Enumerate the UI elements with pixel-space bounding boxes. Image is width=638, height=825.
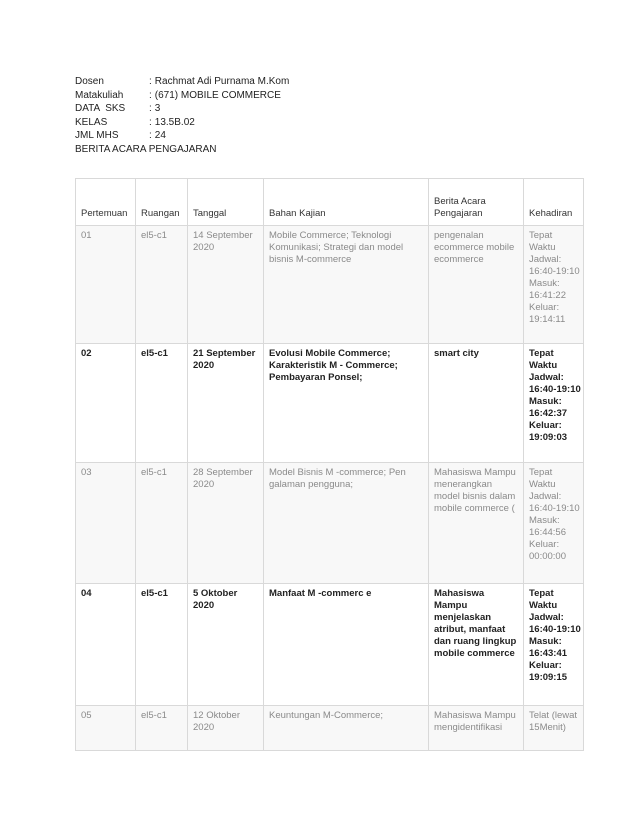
cell-pertemuan: 03 bbox=[76, 463, 136, 584]
kelas-row bbox=[75, 116, 575, 130]
cell-pertemuan: 01 bbox=[76, 226, 136, 344]
table-row bbox=[76, 226, 584, 344]
jml-mhs-label: JML MHS bbox=[75, 130, 119, 142]
jml-mhs-colon: : bbox=[149, 130, 152, 142]
dosen-label: Dosen bbox=[75, 76, 104, 87]
cell-berita-acara: Mahasiswa Mampu mengidentifikasi bbox=[429, 706, 524, 751]
cell-ruangan: el5-c1 bbox=[136, 584, 188, 706]
cell-kehadiran: Tepat Waktu Jadwal: 16:40-19:10 Masuk: 16:44:56 Keluar: 00:00:00 bbox=[524, 463, 584, 584]
kelas-value: 13.5B.02 bbox=[154, 116, 195, 128]
cell-pertemuan: 02 bbox=[76, 344, 136, 463]
sks-colon: : bbox=[149, 103, 152, 115]
table-header-row bbox=[76, 179, 584, 226]
cell-tanggal: 21 September 2020 bbox=[188, 344, 264, 463]
cell-ruangan: el5-c1 bbox=[136, 344, 188, 463]
cell-kehadiran: Tepat Waktu Jadwal: 16:40-19:10 Masuk: 16:43:41 Keluar: 19:09:15 bbox=[524, 584, 584, 706]
cell-ruangan: el5-c1 bbox=[136, 463, 188, 584]
matakuliah-colon: : bbox=[149, 89, 152, 101]
jml-mhs-row bbox=[75, 129, 575, 143]
matakuliah-row bbox=[75, 89, 575, 103]
table-row bbox=[76, 344, 584, 463]
cell-pertemuan: 04 bbox=[76, 584, 136, 706]
cell-kehadiran: Tepat Waktu Jadwal: 16:40-19:10 Masuk: 16:42:37 Keluar: 19:09:03 bbox=[524, 344, 584, 463]
cell-ruangan: el5-c1 bbox=[136, 706, 188, 751]
sks-label: DATA SKS bbox=[75, 103, 126, 115]
berita-acara-table bbox=[75, 178, 584, 751]
cell-berita-acara: pengenalan ecommerce mobile ecommerce bbox=[429, 226, 524, 344]
header-berita-acara: Berita Acara Pengajaran bbox=[429, 179, 524, 226]
cell-berita-acara: Mahasiswa Mampu menjelaskan atribut, manfaat dan ruang lingkup mobile commerce bbox=[429, 584, 524, 706]
header-pertemuan: Pertemuan bbox=[76, 179, 136, 226]
cell-tanggal: 14 September 2020 bbox=[188, 226, 264, 344]
kelas-colon: : bbox=[149, 116, 152, 128]
kelas-label: KELAS bbox=[75, 116, 108, 128]
cell-berita-acara: Mahasiswa Mampu menerangkan model bisnis dalam mobile commerce ( bbox=[429, 463, 524, 584]
document-header bbox=[75, 75, 575, 157]
cell-bahan-kajian: Model Bisnis M -commerce; Pen galaman pengguna; bbox=[264, 463, 429, 584]
header-kehadiran: Kehadiran bbox=[524, 179, 584, 226]
cell-kehadiran: Telat (lewat 15Menit) bbox=[524, 706, 584, 751]
matakuliah-label: Matakuliah bbox=[75, 89, 124, 101]
section-title: BERITA ACARA PENGAJARAN bbox=[75, 143, 217, 155]
cell-berita-acara: smart city bbox=[429, 344, 524, 463]
header-ruangan: Ruangan bbox=[136, 179, 188, 226]
sks-row bbox=[75, 102, 575, 116]
dosen-colon: : bbox=[149, 76, 152, 87]
cell-bahan-kajian: Mobile Commerce; Teknologi Komunikasi; Strategi dan model bisnis M-commerce bbox=[264, 226, 429, 344]
cell-bahan-kajian: Manfaat M -commerc e bbox=[264, 584, 429, 706]
cell-tanggal: 5 Oktober 2020 bbox=[188, 584, 264, 706]
sks-value: 3 bbox=[154, 103, 161, 115]
cell-ruangan: el5-c1 bbox=[136, 226, 188, 344]
cell-kehadiran: Tepat Waktu Jadwal: 16:40-19:10 Masuk: 16:41:22 Keluar: 19:14:11 bbox=[524, 226, 584, 344]
cell-tanggal: 28 September 2020 bbox=[188, 463, 264, 584]
table-row bbox=[76, 584, 584, 706]
table-row bbox=[76, 706, 584, 751]
cell-bahan-kajian: Evolusi Mobile Commerce; Karakteristik M - Commerce; Pembayaran Ponsel; bbox=[264, 344, 429, 463]
jml-mhs-value: 24 bbox=[154, 130, 166, 142]
cell-pertemuan: 05 bbox=[76, 706, 136, 751]
dosen-row bbox=[75, 75, 575, 89]
matakuliah-value: (671) MOBILE COMMERCE bbox=[154, 89, 281, 101]
header-bahan-kajian: Bahan Kajian bbox=[264, 179, 429, 226]
cell-bahan-kajian: Keuntungan M-Commerce; bbox=[264, 706, 429, 751]
cell-tanggal: 12 Oktober 2020 bbox=[188, 706, 264, 751]
table-row bbox=[76, 463, 584, 584]
header-tanggal: Tanggal bbox=[188, 179, 264, 226]
dosen-value: Rachmat Adi Purnama M.Kom bbox=[154, 76, 290, 87]
